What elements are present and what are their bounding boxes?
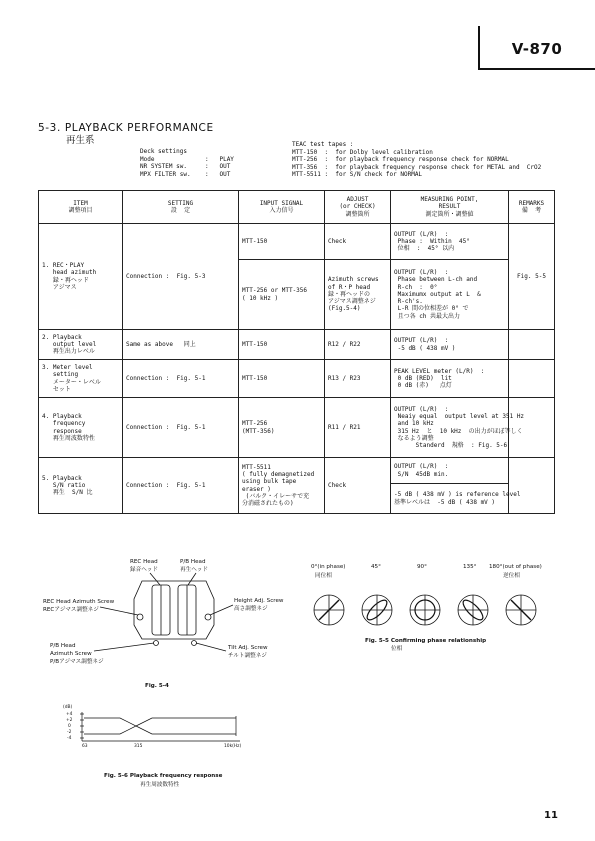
y-unit-label: (dB) [63, 705, 73, 710]
item-cell: 4. Playback frequency response 再生周波数特性 [39, 398, 123, 458]
scope-135-deg [458, 595, 488, 625]
label-in-phase-jp: 同位相 [315, 573, 332, 579]
tolerance-upper [136, 718, 236, 726]
item-cell: 5. Playback S/N ratio 再生 S/N 比 [39, 458, 123, 514]
remarks-cell [509, 360, 555, 398]
label-pb-head-jp: 再生ヘッド [180, 567, 208, 573]
section-title-jp: 再生系 [66, 135, 95, 146]
table-row [39, 330, 555, 360]
fig-5-5-caption-jp: 位相 [391, 646, 403, 652]
test-tape-line: MTT-150 : for Dolby level calibration [292, 148, 433, 156]
adjust-cell: R12 / R22 [325, 330, 391, 360]
label-45-deg: 45° [371, 564, 381, 570]
playback-performance-table [38, 190, 555, 514]
header-remarks: REMARKS 備 考 [509, 191, 555, 224]
item-cell: 3. Meter level setting メーター・レベル セット [39, 360, 123, 398]
section-title: 5-3. PLAYBACK PERFORMANCE [38, 122, 214, 134]
result-cell: OUTPUT (L/R) : S/N 45dB min. [391, 458, 509, 484]
label-rec-head: REC Head [130, 559, 158, 565]
adjust-cell: Azimuth screws of R・P head 録・再ヘッドの アジマス調整ネジ (Fig.5-4) [325, 260, 391, 330]
tolerance-lower [136, 726, 236, 734]
label-pb-head: P/B Head [180, 559, 206, 565]
head-assembly-drawing [94, 573, 233, 651]
test-tape-line: MTT-356 : for playback frequency response check for METAL and CrO2 [292, 163, 542, 171]
y-tick-label: +2 [66, 718, 73, 723]
adjust-cell: Check [325, 224, 391, 260]
input-cell: MTT-5511 ( fully demagnetized using bulk tape eraser ) (バルク・イレーサで充 分消磁されたもの) [239, 458, 325, 514]
result-cell: OUTPUT (L/R) : -5 dB ( 438 mV ) [391, 330, 509, 360]
setting-cell: Connection : Fig. 5-1 [123, 360, 239, 398]
item-cell: 2. Playback output level 再生出力レベル [39, 330, 123, 360]
header-measuring-point: MEASURING POINT, RESULT 測定箇所・調整値 [391, 191, 509, 224]
label-out-phase-jp: 逆位相 [503, 573, 520, 579]
deck-setting-line: NR SYSTEM sw. : OUT [140, 163, 231, 171]
label-height-screw: Height Adj. Screw [234, 598, 284, 604]
x-tick-label: 315 [134, 744, 143, 749]
y-tick-label: +4 [66, 712, 73, 717]
y-tick-label: 0 [68, 724, 71, 729]
scope-180-deg [506, 595, 536, 625]
input-cell: MTT-150 [239, 330, 325, 360]
test-tape-line: MTT-5511 : for S/N check for NORMAL [292, 171, 423, 179]
fig-5-4-head-diagram [38, 555, 300, 690]
remarks-cell [509, 330, 555, 360]
label-height-screw-jp: 高さ調整ネジ [234, 606, 268, 612]
result-cell: OUTPUT (L/R) : Neaiy equal output level at 351 Hz and 10 kHz 315 Hz と 10 kHz の出力がほぼ等しく なるよう調整 Standerd 規格 : Fig. 5-6 [391, 398, 509, 458]
label-135-deg: 135° [463, 564, 477, 570]
scope-90-deg [410, 595, 440, 625]
label-tilt-screw-jp: チルト調整ネジ [228, 653, 267, 659]
header-setting: SETTING 設 定 [123, 191, 239, 224]
input-cell: MTT-150 [239, 224, 325, 260]
adjust-cell: Check [325, 458, 391, 514]
deck-setting-line: Deck settings [140, 148, 187, 155]
label-rec-azimuth: REC Head Azimuth Screw [43, 599, 115, 605]
test-tapes-heading: TEAC test tapes : [292, 141, 354, 148]
setting-cell: Connection : Fig. 5-1 [123, 458, 239, 514]
table-header-row [39, 191, 555, 224]
label-in-phase: 0°(in phase) [311, 564, 346, 570]
input-cell: MTT-256 or MTT-356 ( 10 kHz ) [239, 260, 325, 330]
deck-settings [140, 148, 234, 178]
scope-45-deg [362, 595, 392, 625]
fig-5-4-caption: Fig. 5-4 [145, 683, 169, 689]
input-cell: MTT-256 (MTT-356) [239, 398, 325, 458]
result-cell: OUTPUT (L/R) : Phase : Within 45° 位相 : 45° 以内 [391, 224, 509, 260]
label-90-deg: 90° [417, 564, 427, 570]
label-pb-azimuth-2: Azimuth Screw [50, 651, 92, 657]
test-tape-line: MTT-256 : for playback frequency response check for NORMAL [292, 156, 509, 164]
table-row [39, 458, 555, 484]
remarks-cell [509, 458, 555, 514]
fig-5-6-caption: Fig. 5-6 Playback frequency response [104, 773, 223, 779]
scope-0-deg [314, 595, 344, 625]
header-input-signal: INPUT SIGNAL 入力信号 [239, 191, 325, 224]
deck-setting-line: Mode : PLAY [140, 155, 234, 163]
label-rec-head-jp: 録音ヘッド [130, 567, 158, 573]
table-row [39, 360, 555, 398]
y-tick-label: -4 [67, 736, 72, 741]
table-row [39, 398, 555, 458]
header-item: ITEM 調整項目 [39, 191, 123, 224]
setting-cell: Same as above 同上 [123, 330, 239, 360]
table-row [39, 224, 555, 260]
deck-setting-line: MPX FILTER sw. : OUT [140, 170, 231, 178]
fig-5-5-caption: Fig. 5-5 Confirming phase relationship [365, 638, 487, 644]
item-cell: 1. REC・PLAY head azimuth 録・再ヘッド アジマス [39, 224, 123, 330]
result-cell: -5 dB ( 438 mV ) is reference level 基準レベルは -5 dB ( 438 mV ) [391, 484, 509, 514]
remarks-cell: Fig. 5-5 [509, 224, 555, 330]
label-pb-azimuth-1: P/B Head [50, 643, 76, 649]
y-tick-label: -2 [67, 730, 72, 735]
setting-cell: Connection : Fig. 5-3 [123, 224, 239, 330]
adjust-cell: R13 / R23 [325, 360, 391, 398]
label-pb-azimuth-jp: P/Bアジマス調整ネジ [50, 659, 104, 665]
header-adjust: ADJUST (or CHECK) 調整箇所 [325, 191, 391, 224]
model-number: V-870 [511, 40, 563, 58]
x-tick-label: 63 [82, 744, 88, 749]
label-tilt-screw: Tilt Adj. Screw [228, 645, 268, 651]
fig-5-6-frequency-response [60, 700, 300, 790]
result-cell: PEAK LEVEL meter (L/R) : 0 dB (RED) lit 0 dB (赤) 点灯 [391, 360, 509, 398]
test-tapes [292, 141, 541, 179]
tolerance-left [84, 718, 136, 734]
fig-5-5-phase-diagram [305, 560, 565, 670]
adjust-cell: R11 / R21 [325, 398, 391, 458]
label-rec-azimuth-jp: RECアジマス調整ネジ [43, 607, 99, 613]
setting-cell: Connection : Fig. 5-1 [123, 398, 239, 458]
label-out-phase: 180°(out of phase) [489, 564, 542, 570]
x-tick-label: 10k(Hz) [224, 744, 242, 749]
page-number: 11 [544, 810, 558, 821]
fig-5-6-caption-jp: 再生周波数特性 [140, 782, 180, 788]
result-cell: OUTPUT (L/R) : Phase between L-ch and R-ch : 0° Maximumx output at L & R-ch's. L-R 間の位相差が 0° で 且つ各 ch 共最大出力 [391, 260, 509, 330]
input-cell: MTT-150 [239, 360, 325, 398]
